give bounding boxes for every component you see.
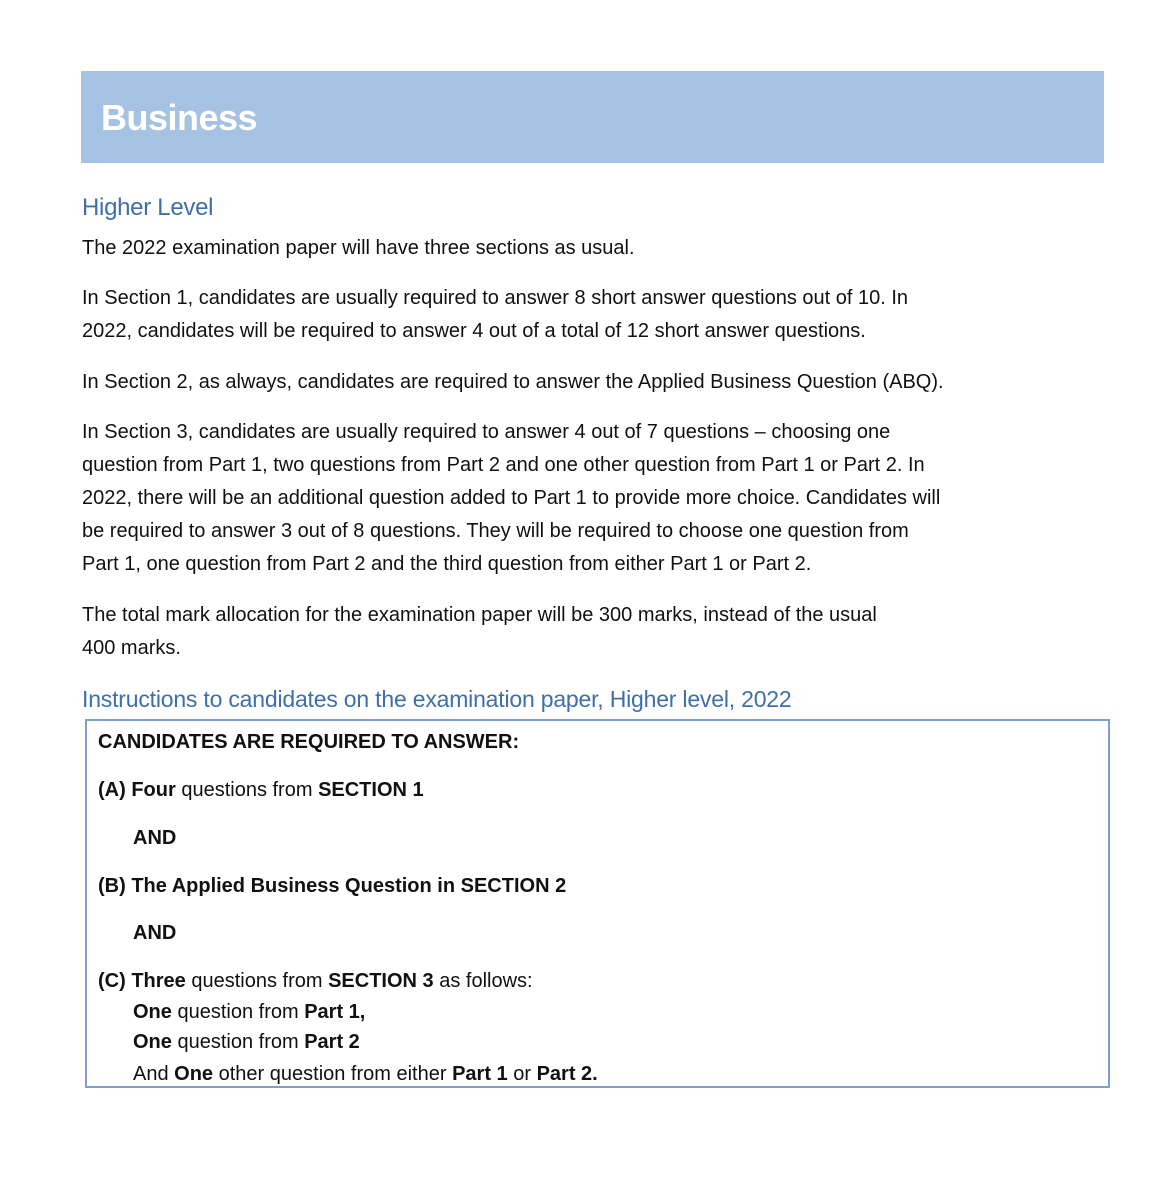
c-item-3-part-1: Part 1 (452, 1063, 508, 1085)
and-connector-2: AND (133, 922, 177, 944)
title-banner (81, 71, 1104, 163)
section1-line-2: 2022, candidates will be required to answer 4 out of a total of 12 short answer questions. (82, 320, 866, 342)
marks-line-2: 400 marks. (82, 637, 181, 659)
c-item-1-part: Part 1, (304, 1001, 366, 1023)
c-item-3-lead: And (133, 1063, 175, 1085)
section2-paragraph (82, 366, 1102, 399)
c-item-3-count: One (174, 1063, 214, 1085)
marks-paragraph (82, 599, 1102, 665)
instructions-heading: Instructions to candidates on the examination paper, Higher level, 2022 (82, 686, 792, 712)
instruction-a-text: questions from (175, 779, 319, 801)
c-item-2-part: Part 2 (304, 1031, 360, 1053)
instruction-c-count: Three (131, 970, 186, 992)
instructions-box-header: CANDIDATES ARE REQUIRED TO ANSWER: (98, 731, 520, 753)
instructions-box (85, 719, 1110, 1088)
instruction-c-item-3 (133, 1059, 598, 1089)
instruction-a (98, 775, 424, 805)
intro-paragraph (82, 232, 1102, 265)
section3-line-2: question from Part 1, two questions from Part 2 and one other question from Part 1 or Part 2. In (82, 454, 925, 476)
intro-line: The 2022 examination paper will have three sections as usual. (82, 237, 635, 259)
instruction-c-section: SECTION 3 (328, 970, 434, 992)
c-item-1-count: One (133, 1001, 172, 1023)
section2-line: In Section 2, as always, candidates are required to answer the Applied Business Question (ABQ). (82, 371, 944, 393)
instruction-a-section: SECTION 1 (318, 779, 424, 801)
instruction-c-text: questions from (185, 970, 329, 992)
section-heading: Higher Level (82, 194, 214, 221)
c-item-2-count: One (133, 1031, 172, 1053)
c-item-3-or: or (507, 1063, 537, 1085)
and-connector-1: AND (133, 827, 177, 849)
instruction-c-label: (C) (98, 970, 126, 992)
section1-line-1: In Section 1, candidates are usually required to answer 8 short answer questions out of 10. In (82, 287, 909, 309)
c-item-3-text: other question from either (213, 1063, 453, 1085)
c-item-1-text: question from (171, 1001, 305, 1023)
section3-line-5: Part 1, one question from Part 2 and the third question from either Part 1 or Part 2. (82, 553, 812, 575)
instruction-c (98, 966, 533, 996)
section3-line-1: In Section 3, candidates are usually required to answer 4 out of 7 questions – choosing one (82, 421, 891, 443)
marks-line-1: The total mark allocation for the examination paper will be 300 marks, instead of the usual (82, 604, 877, 626)
instruction-c-item-2 (133, 1027, 360, 1057)
instruction-b: (B) The Applied Business Question in SECTION 2 (98, 875, 567, 897)
section3-paragraph (82, 416, 1102, 581)
c-item-3-part-2: Part 2. (536, 1063, 598, 1085)
c-item-2-text: question from (171, 1031, 305, 1053)
instruction-a-count: Four (131, 779, 176, 801)
instruction-c-item-1 (133, 997, 365, 1027)
section1-paragraph (82, 282, 1102, 348)
page-title: Business (101, 97, 258, 138)
instruction-a-label: (A) (98, 779, 126, 801)
instruction-c-tail: as follows: (433, 970, 533, 992)
section3-line-3: 2022, there will be an additional question added to Part 1 to provide more choice. Candidates will (82, 487, 941, 509)
section3-line-4: be required to answer 3 out of 8 questions. They will be required to choose one question from (82, 520, 909, 542)
